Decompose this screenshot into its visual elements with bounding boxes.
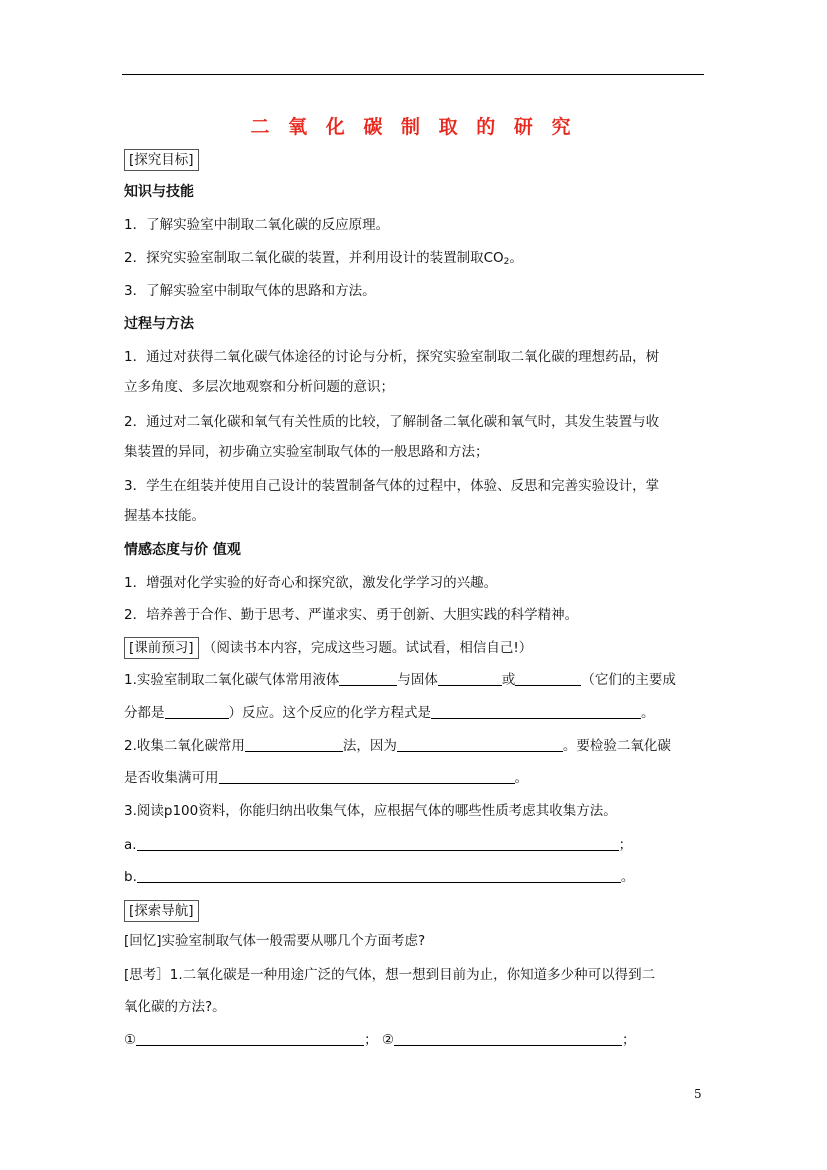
methods-line [124, 1031, 636, 1049]
header-rule [122, 74, 704, 75]
knowledge-heading: 知识与技能 [124, 184, 194, 200]
question-1-line-2 [124, 704, 655, 722]
process-line: 集装置的异同，初步确立实验室制取气体的一般思路和方法； [124, 444, 489, 460]
answer-blank[interactable] [397, 737, 563, 752]
circled-one: ① [124, 1032, 137, 1048]
process-line: 2．通过对二氧化碳和氧气有关性质的比较，了解制备二氧化碳和氧气时，其发生装置与收 [124, 414, 660, 430]
q2-text: 是否收集满可用 [124, 770, 219, 786]
q1-text: ）反应。这个反应的化学方程式是 [228, 705, 431, 721]
separator: ； [622, 1032, 636, 1048]
q1-text: （它们的主要成 [581, 672, 676, 688]
q1-text: 或 [501, 672, 516, 688]
knowledge-item: 3．了解实验室中制取气体的思路和方法。 [124, 283, 376, 299]
q1-text: 与固体 [397, 672, 438, 688]
answer-blank[interactable] [438, 671, 502, 686]
preview-label: [课前预习] [124, 637, 199, 659]
process-line: 3．学生在组装并使用自己设计的装置制备气体的过程中，体验、反思和完善实验设计，掌 [124, 478, 660, 494]
recall-text: [回忆]实验室制取气体一般需要从哪几个方面考虑? [124, 933, 426, 949]
process-heading: 过程与方法 [124, 316, 194, 332]
answer-a-label: a. [124, 837, 137, 853]
question-2-line-2 [124, 769, 528, 787]
circled-two: ② [381, 1032, 395, 1048]
knowledge-item: 1．了解实验室中制取二氧化碳的反应原理。 [124, 217, 390, 233]
q1-text: 1.实验室制取二氧化碳气体常用液体 [124, 672, 340, 688]
answer-line-a [124, 836, 632, 854]
question-1-line-1 [124, 671, 676, 689]
answer-blank[interactable] [137, 836, 619, 851]
question-3: 3.阅读p100资料，你能归纳出收集气体，应根据气体的哪些性质考虑其收集方法。 [124, 803, 617, 819]
answer-b-end: 。 [620, 869, 635, 885]
question-2-line-1 [124, 737, 671, 755]
knowledge-item-text: 2．探究实验室制取二氧化碳的装置，并利用设计的装置制取CO [124, 250, 504, 266]
nav-label: [探索导航] [124, 900, 199, 922]
think-text: 氧化碳的方法?。 [124, 999, 226, 1015]
q2-text: 。 [514, 770, 528, 786]
goals-label: [探究目标] [124, 149, 199, 171]
answer-line-b [124, 868, 634, 886]
nav-line [124, 900, 199, 922]
process-line: 立多角度、多层次地观察和分析问题的意识； [124, 379, 394, 395]
answer-blank[interactable] [165, 704, 229, 719]
emotion-heading: 情感态度与价 值观 [124, 542, 241, 558]
page-title: 二 氧 化 碳 制 取 的 研 究 [250, 116, 577, 138]
answer-blank[interactable] [515, 671, 581, 686]
q2-text: 法，因为 [342, 738, 397, 754]
answer-blank[interactable] [136, 1031, 364, 1046]
preview-intro: （阅读书本内容，完成这些习题。试试看，相信自己!） [202, 640, 533, 656]
knowledge-item [124, 249, 523, 271]
goals-label-line [124, 149, 199, 171]
answer-blank[interactable] [137, 868, 621, 883]
co2-subscript: 2 [503, 257, 510, 267]
preview-line [124, 637, 532, 659]
process-line: 握基本技能。 [124, 508, 205, 524]
answer-b-label: b. [124, 869, 137, 885]
think-text: [思考］1.二氧化碳是一种用途广泛的气体，想一想到目前为止，你知道多少种可以得到二 [124, 967, 656, 983]
separator: ； [364, 1032, 378, 1048]
process-line: 1．通过对获得二氧化碳气体途径的讨论与分析，探究实验室制取二氧化碳的理想药品，树 [124, 349, 660, 365]
co2-period: 。 [509, 250, 523, 266]
answer-blank[interactable] [219, 769, 515, 784]
answer-blank[interactable] [394, 1031, 622, 1046]
answer-blank[interactable] [339, 671, 397, 686]
answer-a-end: ； [618, 837, 633, 853]
q1-text: 分都是 [124, 705, 165, 721]
emotion-item: 2．培养善于合作、勤于思考、严谨求实、勇于创新、大胆实践的科学精神。 [124, 607, 579, 623]
answer-blank[interactable] [245, 737, 343, 752]
page-number: 5 [694, 1087, 702, 1101]
emotion-item: 1．增强对化学实验的好奇心和探究欲，激发化学学习的兴趣。 [124, 575, 498, 591]
q2-text: 。要检验二氧化碳 [562, 738, 671, 754]
q2-text: 2.收集二氧化碳常用 [124, 738, 245, 754]
answer-blank[interactable] [431, 704, 641, 719]
q1-text: 。 [641, 705, 655, 721]
